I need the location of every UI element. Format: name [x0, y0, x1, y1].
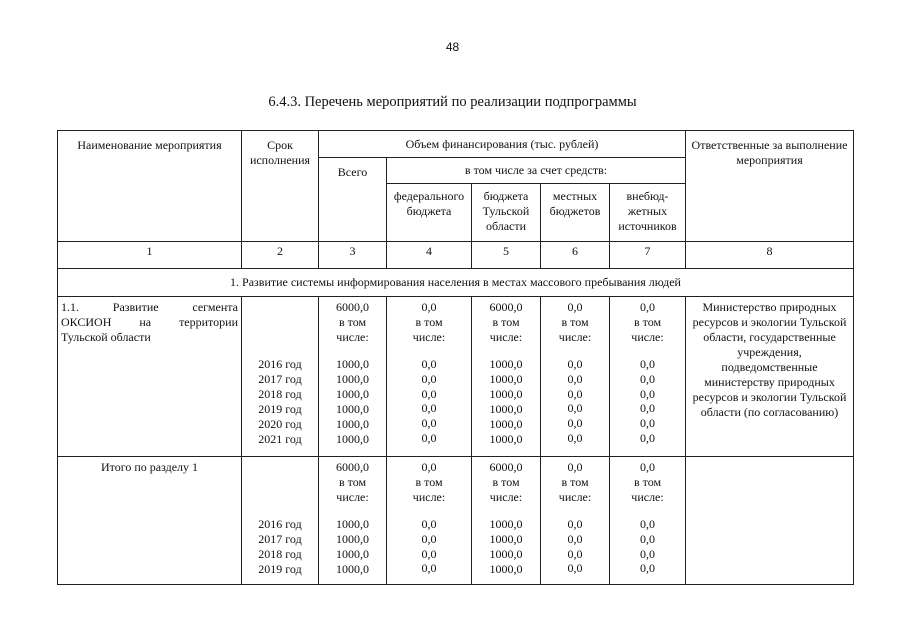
in-total-label: в том	[415, 315, 443, 329]
in-total-label: числе:	[558, 490, 592, 504]
measure-word: сегмента	[192, 300, 238, 314]
year-value: 1000,0	[336, 372, 369, 386]
total-value: 6000,0	[336, 300, 369, 314]
in-total-label: в том	[633, 315, 662, 329]
year-value: 1000,0	[336, 532, 369, 546]
section-1-title: 1. Развитие системы информирования населения в местах массового пребывания людей	[58, 269, 854, 297]
measure-word: Развитие	[112, 300, 159, 314]
measures-table	[57, 130, 854, 585]
year-value: 0,0	[421, 517, 437, 531]
year-value: 1000,0	[336, 562, 369, 576]
year-value: 1000,0	[489, 402, 523, 416]
column-number-row	[58, 242, 854, 269]
column-number: 1	[58, 242, 242, 269]
year-value: 0,0	[567, 357, 583, 371]
year-value: 0,0	[567, 371, 583, 386]
year-label: 2018 год	[258, 547, 302, 561]
year-value: 0,0	[640, 546, 655, 561]
column-number: 2	[242, 242, 319, 269]
year-value: 0,0	[421, 546, 437, 561]
year-value: 1000,0	[489, 547, 523, 561]
in-total-label: в том	[561, 475, 589, 489]
year-value: 0,0	[640, 531, 655, 546]
year-value: 0,0	[421, 416, 437, 431]
header-federal: федерального бюджета	[387, 184, 472, 242]
year-label: 2019 год	[258, 562, 302, 576]
year-value: 0,0	[640, 430, 655, 445]
federal-cell	[387, 457, 472, 585]
in-total-label: в том	[492, 475, 520, 489]
header-name: Наименование мероприятия	[58, 131, 242, 242]
year-value: 0,0	[567, 386, 583, 401]
year-value: 1000,0	[489, 532, 523, 546]
year-label: 2018 год	[258, 387, 302, 401]
total-cell	[319, 457, 387, 585]
offbudget-value: 0,0	[640, 300, 655, 314]
year-value: 1000,0	[489, 387, 523, 401]
year-value: 1000,0	[336, 387, 369, 401]
local-cell	[541, 457, 610, 585]
year-value: 0,0	[567, 561, 583, 576]
offbudget-cell	[610, 457, 686, 585]
header-offbudget: внебюд-жетных источников	[610, 184, 686, 242]
header-funding: Объем финансирования (тыс. рублей)	[319, 131, 686, 158]
year-value: 0,0	[421, 386, 437, 401]
in-total-label: числе:	[558, 330, 592, 344]
in-total-label: в том	[415, 475, 443, 489]
year-value: 0,0	[567, 517, 583, 531]
year-value: 1000,0	[489, 562, 523, 576]
in-total-label: в том	[492, 315, 520, 329]
column-number: 6	[541, 242, 610, 269]
measure-row-1-1	[58, 297, 854, 457]
header-total: Всего	[319, 158, 387, 242]
year-value: 1000,0	[336, 517, 369, 531]
year-value: 0,0	[640, 401, 655, 416]
offbudget-value: 0,0	[640, 460, 655, 474]
year-value: 1000,0	[489, 357, 523, 371]
in-total-label: числе:	[412, 330, 446, 344]
in-total-label: в том	[561, 315, 589, 329]
in-total-label: числе:	[412, 490, 446, 504]
year-value: 1000,0	[336, 432, 369, 446]
year-value: 1000,0	[336, 547, 369, 561]
section-1-total-row	[58, 457, 854, 585]
column-number: 8	[686, 242, 854, 269]
in-total-label: в том	[633, 475, 662, 489]
year-label: 2021 год	[258, 432, 302, 446]
in-total-label: числе:	[336, 490, 369, 504]
year-value: 0,0	[640, 357, 655, 371]
in-total-label: числе:	[631, 490, 664, 504]
year-value: 0,0	[567, 430, 583, 445]
year-label: 2016 год	[258, 517, 302, 531]
year-value: 1000,0	[489, 417, 523, 431]
measure-number: 1.1.	[61, 300, 79, 314]
measure-word: ОКСИОН	[61, 315, 112, 329]
year-value: 0,0	[421, 561, 437, 576]
year-value: 0,0	[421, 531, 437, 546]
column-number: 4	[387, 242, 472, 269]
regional-cell	[472, 297, 541, 457]
year-value: 1000,0	[489, 432, 523, 446]
year-value: 0,0	[640, 517, 655, 531]
measure-name	[58, 297, 242, 457]
year-value: 0,0	[567, 531, 583, 546]
federal-value: 0,0	[421, 300, 437, 314]
column-number: 7	[610, 242, 686, 269]
year-value: 0,0	[421, 371, 437, 386]
header-term: Срок исполнения	[242, 131, 319, 242]
year-value: 1000,0	[489, 372, 523, 386]
year-value: 1000,0	[336, 357, 369, 371]
header-responsible: Ответственные за выполнение мероприятия	[686, 131, 854, 242]
in-total-label: в том	[338, 315, 367, 329]
header-including: в том числе за счет средств:	[387, 158, 686, 184]
responsible-cell-empty	[686, 457, 854, 585]
header-row-1	[58, 131, 854, 158]
year-value: 1000,0	[336, 417, 369, 431]
measure-word: территории	[179, 315, 238, 329]
in-total-label: числе:	[336, 330, 369, 344]
term-cell	[242, 297, 319, 457]
year-label: 2019 год	[258, 402, 302, 416]
header-regional: бюджета Тульской области	[472, 184, 541, 242]
measure-word: Тульской области	[61, 330, 151, 344]
federal-cell	[387, 297, 472, 457]
column-number: 5	[472, 242, 541, 269]
year-value: 0,0	[640, 416, 655, 431]
year-value: 0,0	[640, 371, 655, 386]
year-label: 2017 год	[258, 372, 302, 386]
term-cell	[242, 457, 319, 585]
year-label: 2020 год	[258, 417, 302, 431]
year-value: 0,0	[567, 416, 583, 431]
page-number: 48	[445, 40, 460, 54]
year-value: 0,0	[421, 430, 437, 445]
in-total-label: числе:	[631, 330, 664, 344]
total-value: 6000,0	[336, 460, 369, 474]
in-total-label: числе:	[489, 330, 523, 344]
total-cell	[319, 297, 387, 457]
local-cell	[541, 297, 610, 457]
offbudget-cell	[610, 297, 686, 457]
regional-value: 6000,0	[489, 460, 523, 474]
in-total-label: в том	[338, 475, 367, 489]
local-value: 0,0	[567, 460, 583, 474]
federal-value: 0,0	[421, 460, 437, 474]
year-value: 0,0	[567, 546, 583, 561]
regional-value: 6000,0	[489, 300, 523, 314]
header-local: местных бюджетов	[541, 184, 610, 242]
responsible-cell: Министерство природных ресурсов и экологии Тульской области, государственные учреждения, подведомственные министерству природных ресурсов и экологии Тульской области (по согласованию)	[686, 297, 854, 457]
year-value: 1000,0	[489, 517, 523, 531]
year-label: 2016 год	[258, 357, 302, 371]
column-number: 3	[319, 242, 387, 269]
year-value: 0,0	[421, 401, 437, 416]
regional-cell	[472, 457, 541, 585]
measure-word: на	[139, 315, 152, 329]
section-total-label: Итого по разделу 1	[58, 457, 242, 585]
section-title: 6.4.3. Перечень мероприятий по реализации подпрограммы	[268, 94, 637, 110]
year-value: 0,0	[567, 401, 583, 416]
year-label: 2017 год	[258, 532, 302, 546]
in-total-label: числе:	[489, 490, 523, 504]
year-value: 0,0	[421, 357, 437, 371]
local-value: 0,0	[567, 300, 583, 314]
section-1-row	[58, 269, 854, 297]
year-value: 0,0	[640, 561, 655, 576]
year-value: 1000,0	[336, 402, 369, 416]
year-value: 0,0	[640, 386, 655, 401]
